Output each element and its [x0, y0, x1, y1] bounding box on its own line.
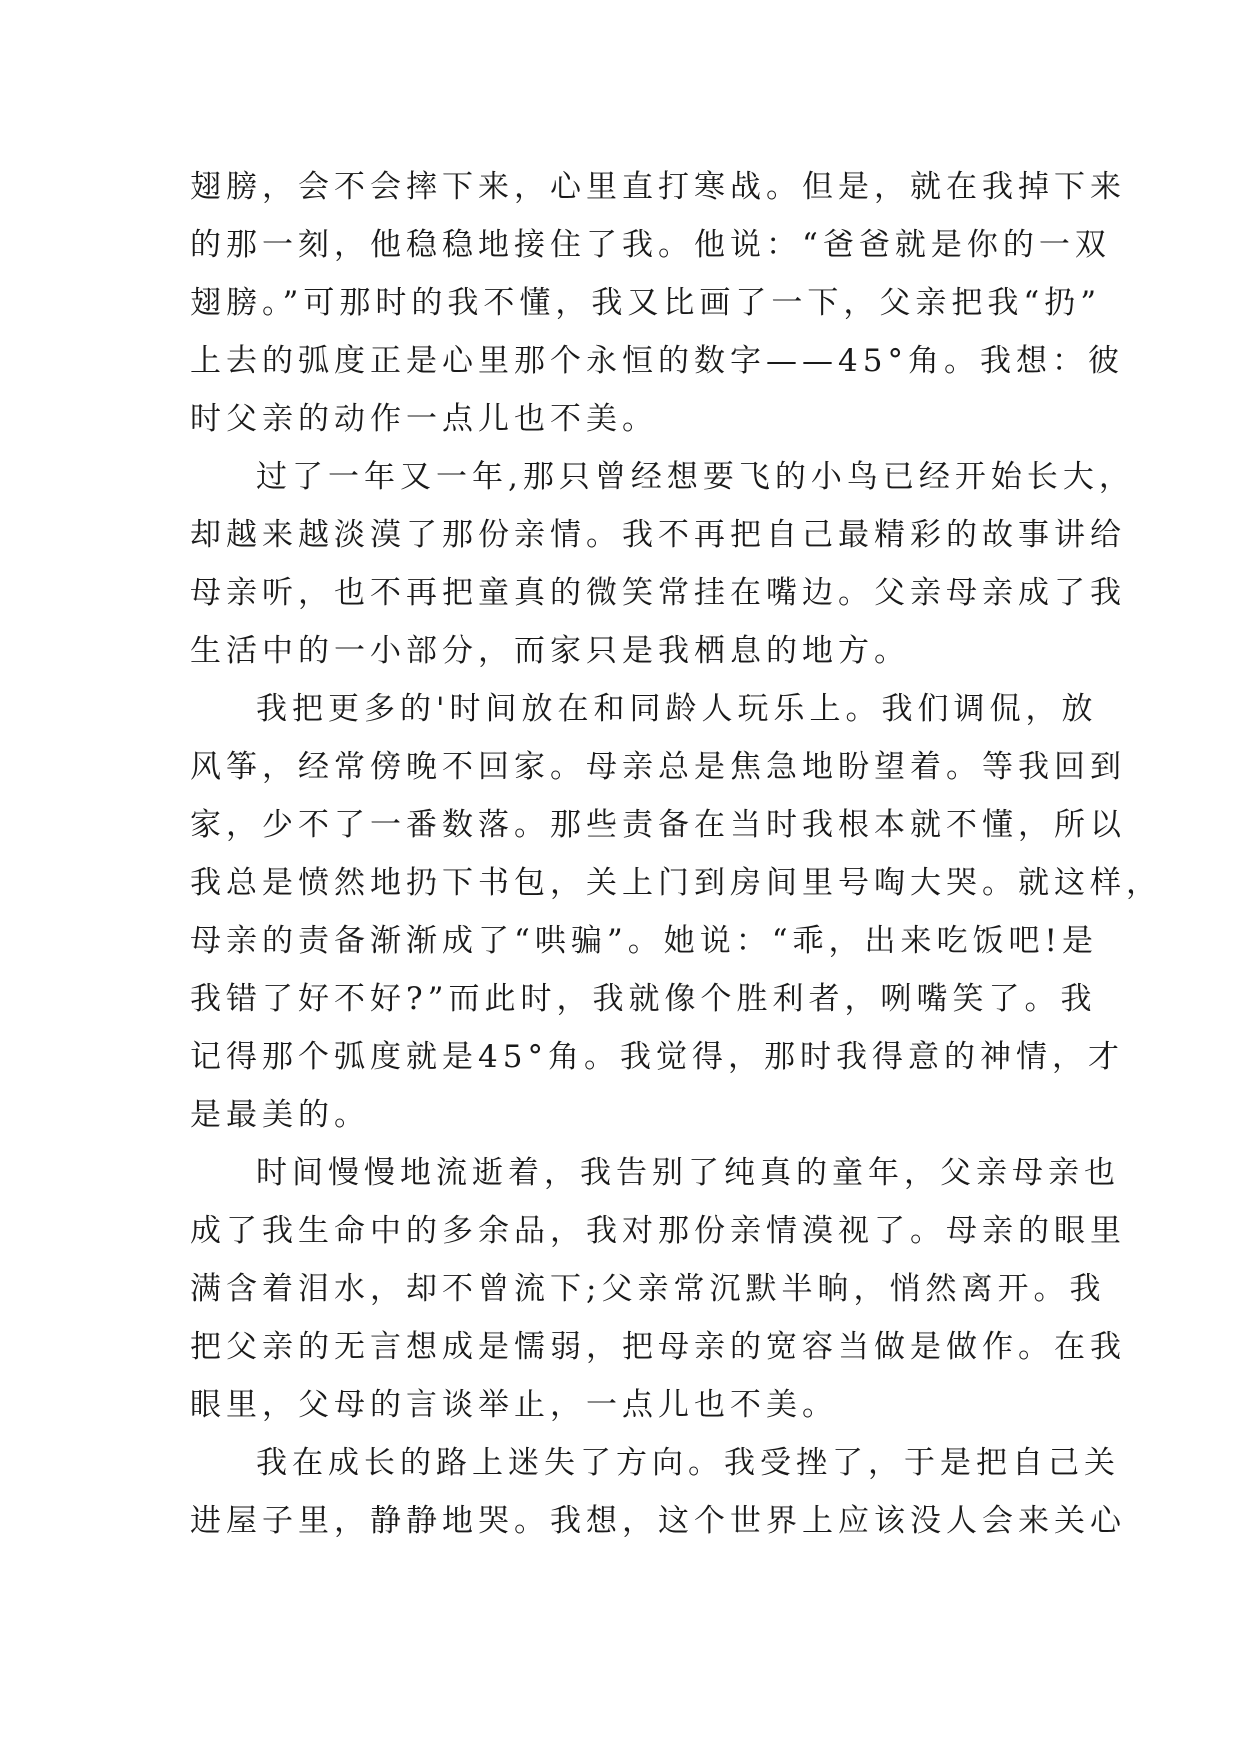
- text-line: 记得那个弧度就是45°角。我觉得，那时我得意的神情，才: [190, 1039, 1124, 1075]
- text-line: 进屋子里，静静地哭。我想，这个世界上应该没人会来关心: [190, 1503, 1126, 1539]
- paragraph-first-line: 我把更多的'时间放在和同龄人玩乐上。我们调侃，放: [256, 691, 1098, 727]
- paragraph-first-line: 我在成长的路上迷失了方向。我受挫了，于是把自己关: [256, 1445, 1120, 1481]
- text-line: 成了我生命中的多余品，我对那份亲情漠视了。母亲的眼里: [190, 1213, 1126, 1249]
- text-line: 满含着泪水，却不曾流下;父亲常沉默半晌，悄然离开。我: [190, 1271, 1106, 1307]
- text-line: 生活中的一小部分，而家只是我栖息的地方。: [190, 633, 910, 669]
- paragraph-first-line: 过了一年又一年,那只曾经想要飞的小鸟已经开始长大，: [256, 459, 1135, 495]
- body-text: [190, 158, 1162, 1550]
- paragraph-first-line: 时间慢慢地流逝着，我告别了纯真的童年，父亲母亲也: [256, 1155, 1120, 1191]
- text-line: 母亲听，也不再把童真的微笑常挂在嘴边。父亲母亲成了我: [190, 575, 1126, 611]
- text-line: 母亲的责备渐渐成了“哄骗”。她说：“乖，出来吃饭吧!是: [190, 923, 1098, 959]
- text-line: 把父亲的无言想成是懦弱，把母亲的宽容当做是做作。在我: [190, 1329, 1126, 1365]
- text-line: 时父亲的动作一点儿也不美。: [190, 401, 658, 437]
- text-line: 却越来越淡漠了那份亲情。我不再把自己最精彩的故事讲给: [190, 517, 1126, 553]
- text-line: 风筝，经常傍晚不回家。母亲总是焦急地盼望着。等我回到: [190, 749, 1126, 785]
- text-line: 家，少不了一番数落。那些责备在当时我根本就不懂，所以: [190, 807, 1126, 843]
- text-line: 的那一刻，他稳稳地接住了我。他说：“爸爸就是你的一双: [190, 227, 1111, 263]
- text-line: 眼里，父母的言谈举止，一点儿也不美。: [190, 1387, 838, 1423]
- text-line: 是最美的。: [190, 1097, 370, 1133]
- text-line: 翅膀，会不会摔下来，心里直打寒战。但是，就在我掉下来: [190, 169, 1126, 205]
- text-line: 我错了好不好?”而此时，我就像个胜利者，咧嘴笑了。我: [190, 981, 1097, 1017]
- text-line: 翅膀。”可那时的我不懂，我又比画了一下，父亲把我“扔”: [190, 285, 1102, 321]
- text-line: 我总是愤然地扔下书包，关上门到房间里号啕大哭。就这样，: [190, 865, 1162, 901]
- text-line: 上去的弧度正是心里那个永恒的数字——45°角。我想：彼: [190, 343, 1124, 379]
